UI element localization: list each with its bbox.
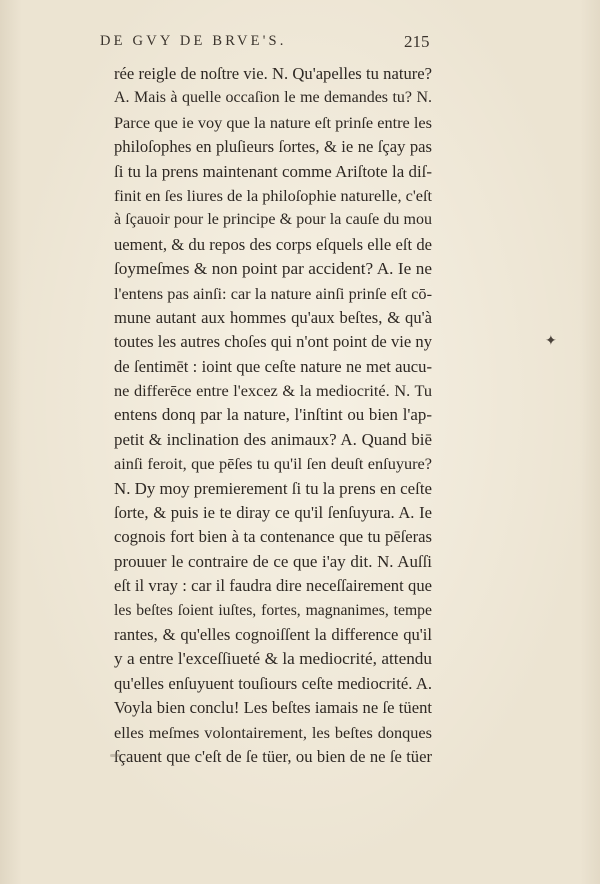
text-line: N. Dy moy premierement ſi tu la prens en ceſte [114,478,432,498]
text-line: elles meſmes volontairement, les beſtes donques [114,722,432,742]
text-line: ſorte, & puis ie te diray ce qu'il ſenſuyura. A. Ie [114,503,432,523]
running-title: DE GVY DE BRVE'S. [100,33,287,49]
text-line: à ſçauoir pour le principe & pour la cauſe du mou [114,211,432,229]
text-line: toutes les autres choſes qui n'ont point de vie ny [114,332,432,352]
text-line: eſt il vray : car il faudra dire neceſſairement que [114,576,432,596]
page-number: 215 [404,32,430,51]
text-line: Voyla bien conclu! Les beſtes iamais ne ſe tüent [114,698,432,718]
text-line: ſi tu la prens maintenant comme Ariſtote la diſ- [114,161,432,181]
text-line: y a entre l'exceſſiueté & la mediocrité, attendu [114,649,432,669]
text-line: qu'elles enſuyuent touſiours ceſte mediocrité. A. [114,673,432,693]
body-text [114,62,432,769]
text-line: A. Mais à quelle occaſion le me demandes tu? N. [114,89,432,107]
text-line: philoſophes en pluſieurs ſortes, & ie ne ſçay pas [114,137,432,157]
text-line: de ſentimēt : ioint que ceſte nature ne met aucu- [114,356,432,376]
text-line: ne differēce entre l'excez & la mediocrité. N. Tu [114,381,432,401]
paper-speck [110,754,120,757]
text-line: mune autant aux hommes qu'aux beſtes, & qu'à [114,307,432,327]
text-line: uement, & du repos des corps eſquels elle eſt de [114,234,432,254]
text-line: les beſtes ſoient iuſtes, fortes, magnanimes, tempe [114,601,432,619]
text-line: ſoymeſmes & non point par accident? A. Ie ne [114,259,432,279]
text-line: rantes, & qu'elles cognoiſſent la difference qu'il [114,624,432,644]
text-line: cognois fort bien à ta contenance que tu pēſeras [114,527,432,547]
text-line: rée reigle de noſtre vie. N. Qu'apelles tu nature? [114,64,432,83]
text-line: finit en ſes liures de la philoſophie naturelle, c'eſt [114,185,432,205]
text-line: l'entens pas ainſi: car la nature ainſi prinſe eſt cō- [114,283,432,303]
text-line: ſçauent que c'eſt de ſe tüer, ou bien de ne ſe tüer [114,746,432,766]
text-line: petit & inclination des animaux? A. Quand biē [114,429,432,449]
text-line: prouuer le contraire de ce que i'ay dit. N. Auſſi [114,551,432,571]
text-line: Parce que ie voy que la nature eſt prinſe entre les [114,112,432,132]
marginal-mark-icon: ✦ [545,334,557,349]
text-line: entens donq par la nature, l'inſtint ou bien l'ap- [114,405,432,425]
text-line: ainſi feroit, que pēſes tu qu'il ſen deuſt enſuyure? [114,454,432,474]
